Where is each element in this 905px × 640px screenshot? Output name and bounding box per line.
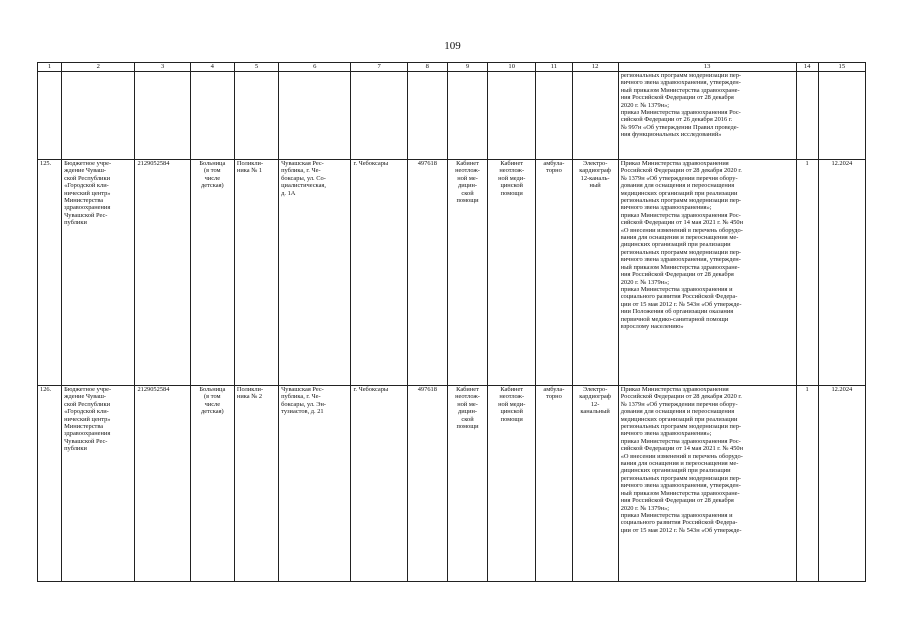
address: Чувашская Рес- публика, г. Че- боксары, ул. Эн- тузиастов, д. 21 [279,386,351,582]
city: г. Чебоксары [351,386,407,582]
basis: Приказ Министерства здравоохранения Российской Федерации от 28 декабря 2020 г. № 1379н «Об утверждении перечня обору- дования для оснащения и переоснащения медицинских организаций при реализации региональных программ модернизации пер- вичного звена здравоохранения»; приказ Министерства здравоохранения Рос- сийской Федерации от 14 мая 2021 г. № 450н «О внесении изменений в перечень оборудо- вания для оснащения и переоснащения ме- дицинских организаций при реализации региональных программ модернизации пер- вичного звена здравоохранения, утвержден- ный приказом Министерства здравоохране- ния Российской Федерации от 28 декабря 2020 г. № 1379н»; приказ Министерства здравоохранения и социального развития Российской Федера- ции от 15 мая 2012 г. № 543н «Об утвержде- [618,386,796,582]
unit: Поликли- ника № 2 [234,386,278,582]
cabinet-type: Кабинет неотлож- ной меди- цинской помощи [488,160,536,386]
unit: Поликли- ника № 1 [234,160,278,386]
row-number: 126. [38,386,62,582]
col-header: 10 [488,63,536,72]
col-header: 9 [447,63,487,72]
column-number-row [38,63,866,72]
col-header: 2 [62,63,135,72]
col-header: 3 [135,63,190,72]
quantity: 1 [796,386,818,582]
continuation-row [38,72,866,160]
organization: Бюджетное учре- ждение Чуваш- ской Республики «Городской кли- нический центр» Министерства здравоохранения Чувашской Рес- публики [62,386,135,582]
row-number: 125. [38,160,62,386]
address: Чувашская Рес- публика, г. Че- боксары, ул. Со- циалистическая, д. 1А [279,160,351,386]
col-header: 12 [572,63,618,72]
care-mode: амбула- торно [536,386,572,582]
okato: 497618 [407,386,447,582]
basis: Приказ Министерства здравоохранения Российской Федерации от 28 декабря 2020 г. № 1379н «Об утверждении перечня обору- дования для оснащения и переоснащения медицинских организаций при реализации региональных программ модернизации пер- вичного звена здравоохранения»; приказ Министерства здравоохранения Рос- сийской Федерации от 14 мая 2021 г. № 450н «О внесении изменений в перечень оборудо- вания для оснащения и переоснащения ме- дицинских организаций при реализации региональных программ модернизации пер- вичного звена здравоохранения, утвержден- ный приказом Министерства здравоохране- ния Российской Федерации от 28 декабря 2020 г. № 1379н»; приказ Министерства здравоохранения и социального развития Российской Федера- ции от 15 мая 2012 г. № 543н «Об утвержде- нии Положения об организации оказания первичной медико-санитарной помощи взрослому населению» [618,160,796,386]
device: Электро- кардиограф 12- канальный [572,386,618,582]
cabinet-type: Кабинет неотлож- ной меди- цинской помощи [488,386,536,582]
quantity: 1 [796,160,818,386]
table-row [38,386,866,582]
device: Электро- кардиограф 12-каналь- ный [572,160,618,386]
cabinet: Кабинет неотлож- ной ме- дицин- ской помощи [447,160,487,386]
page-number: 109 [444,40,461,52]
col-header: 7 [351,63,407,72]
date: 12.2024 [818,386,865,582]
col-header: 13 [618,63,796,72]
col-header: 6 [279,63,351,72]
city: г. Чебоксары [351,160,407,386]
col-header: 5 [234,63,278,72]
inn: 2129052584 [135,160,190,386]
equipment-table [37,62,866,582]
col-header: 4 [190,63,234,72]
inn: 2129052584 [135,386,190,582]
org-type: Больница (в том числе детская) [190,160,234,386]
basis-continuation: региональных программ модернизации пер- вичного звена здравоохранения, утвержден- ный приказом Министерства здравоохране- ния Российской Федерации от 28 декабря 2020 г. № 1379н»; приказ Министерства здравоохранения Рос- сийской Федерации от 26 декабря 2016 г. № 997н «Об утверждении Правил проведе- ния функциональных исследований» [618,72,796,160]
care-mode: амбула- торно [536,160,572,386]
date: 12.2024 [818,160,865,386]
col-header: 1 [38,63,62,72]
col-header: 8 [407,63,447,72]
col-header: 11 [536,63,572,72]
col-header: 15 [818,63,865,72]
table-row [38,160,866,386]
organization: Бюджетное учре- ждение Чуваш- ской Республики «Городской кли- нический центр» Министерства здравоохранения Чувашской Рес- публики [62,160,135,386]
org-type: Больница (в том числе детская) [190,386,234,582]
col-header: 14 [796,63,818,72]
cabinet: Кабинет неотлож- ной ме- дицин- ской помощи [447,386,487,582]
okato: 497618 [407,160,447,386]
